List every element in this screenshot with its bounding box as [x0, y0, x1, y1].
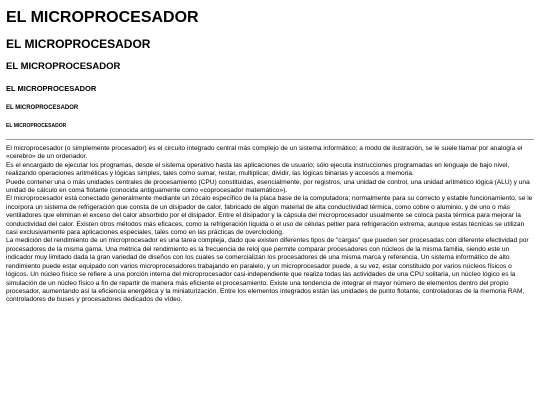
heading-level-1: EL MICROPROCESADOR	[6, 9, 199, 26]
paragraph-cooling: El microprocesador está conectado generalmente mediante un zócalo específico de la placa base de la computadora; normalmente para su correcto y estable funcionamiento, se le incorpora un sistema de refrigeración que consta de un disipador de calor, fabricado de algún material de alta conductividad térmica, como cobre o aluminio, y de uno o más ventiladores que eliminan el exceso del calor absorbido por el disipador. Entre el disipador y la cápsula del microprocesador usualmente se coloca pasta térmica para mejorar la conductividad del calor. Existen otros métodos más eficaces, como la refrigeración líquida o el uso de células peltier para refrigeración extrema, aunque estas técnicas se utilizan casi exclusivamente para aplicaciones especiales, tales como en las prácticas de overclocking.	[6, 195, 533, 237]
heading-level-5: EL MICROPROCESADOR	[6, 105, 79, 111]
heading-level-4: EL MICROPROCESADOR	[6, 83, 97, 93]
paragraph-definition: El microprocesador (o simplemente procesador) es el circuito integrado central más complejo de un sistema informático; a modo de ilustración, se le suele llamar por analogía el «cerebro» de un ordenador.	[6, 145, 523, 161]
heading-level-3: EL MICROPROCESADOR	[6, 61, 121, 72]
paragraph-performance: La medición del rendimiento de un microprocesador es una tarea compleja, dado que existen diferentes tipos de "cargas" que pueden ser procesadas con diferente efectividad por procesadores de la misma gama. Una métrica del rendimiento es la frecuencia de reloj que permite comparar procesadores con núcleos de la misma familia, siendo este un indicador muy limitado dada la gran variedad de diseños con los cuales se comercializan los procesadores de una misma marca y referencia. Un sistema informático de alto rendimiento puede estar equipado con varios microprocesadores trabajando en paralelo, y un microprocesador puede, a su vez, estar constituido por varios núcleos físicos o lógicos. Un núcleo físico se refiere a una porción interna del microprocesador casi-independiente que realiza todas las actividades de una CPU solitaria, un núcleo lógico es la simulación de un núcleo físico a fin de repartir de manera más eficiente el procesamiento. Existe una tendencia de integrar el mayor número de elementos dentro del propio procesador, aumentando así la eficiencia energética y la miniaturización. Entre los elementos integrados están las unidades de punto flotante, controladoras de la memoria RAM, controladores de buses y procesadores dedicados de vídeo.	[6, 237, 529, 304]
paragraph-components: Puede contener una o más unidades centrales de procesamiento (CPU) constituidas, esencialmente, por registros, una unidad de control, una unidad aritmético lógica (ALU) y una unidad de cálculo en coma flotante (conocida antiguamente como «coprocesador matemático»).	[6, 178, 530, 195]
heading-level-6: EL MICROPROCESADOR	[6, 123, 67, 129]
horizontal-rule	[6, 139, 534, 140]
heading-level-2: EL MICROPROCESADOR	[6, 37, 151, 51]
paragraph-function: Es el encargado de ejecutar los programas, desde el sistema operativo hasta las aplicaciones de usuario; sólo ejecuta instrucciones programadas en lenguaje de bajo nivel, realizando operaciones aritméticas y lógicas simples, tales como sumar, restar, multiplicar, dividir, las lógicas binarias y accesos a memoria.	[6, 161, 510, 178]
